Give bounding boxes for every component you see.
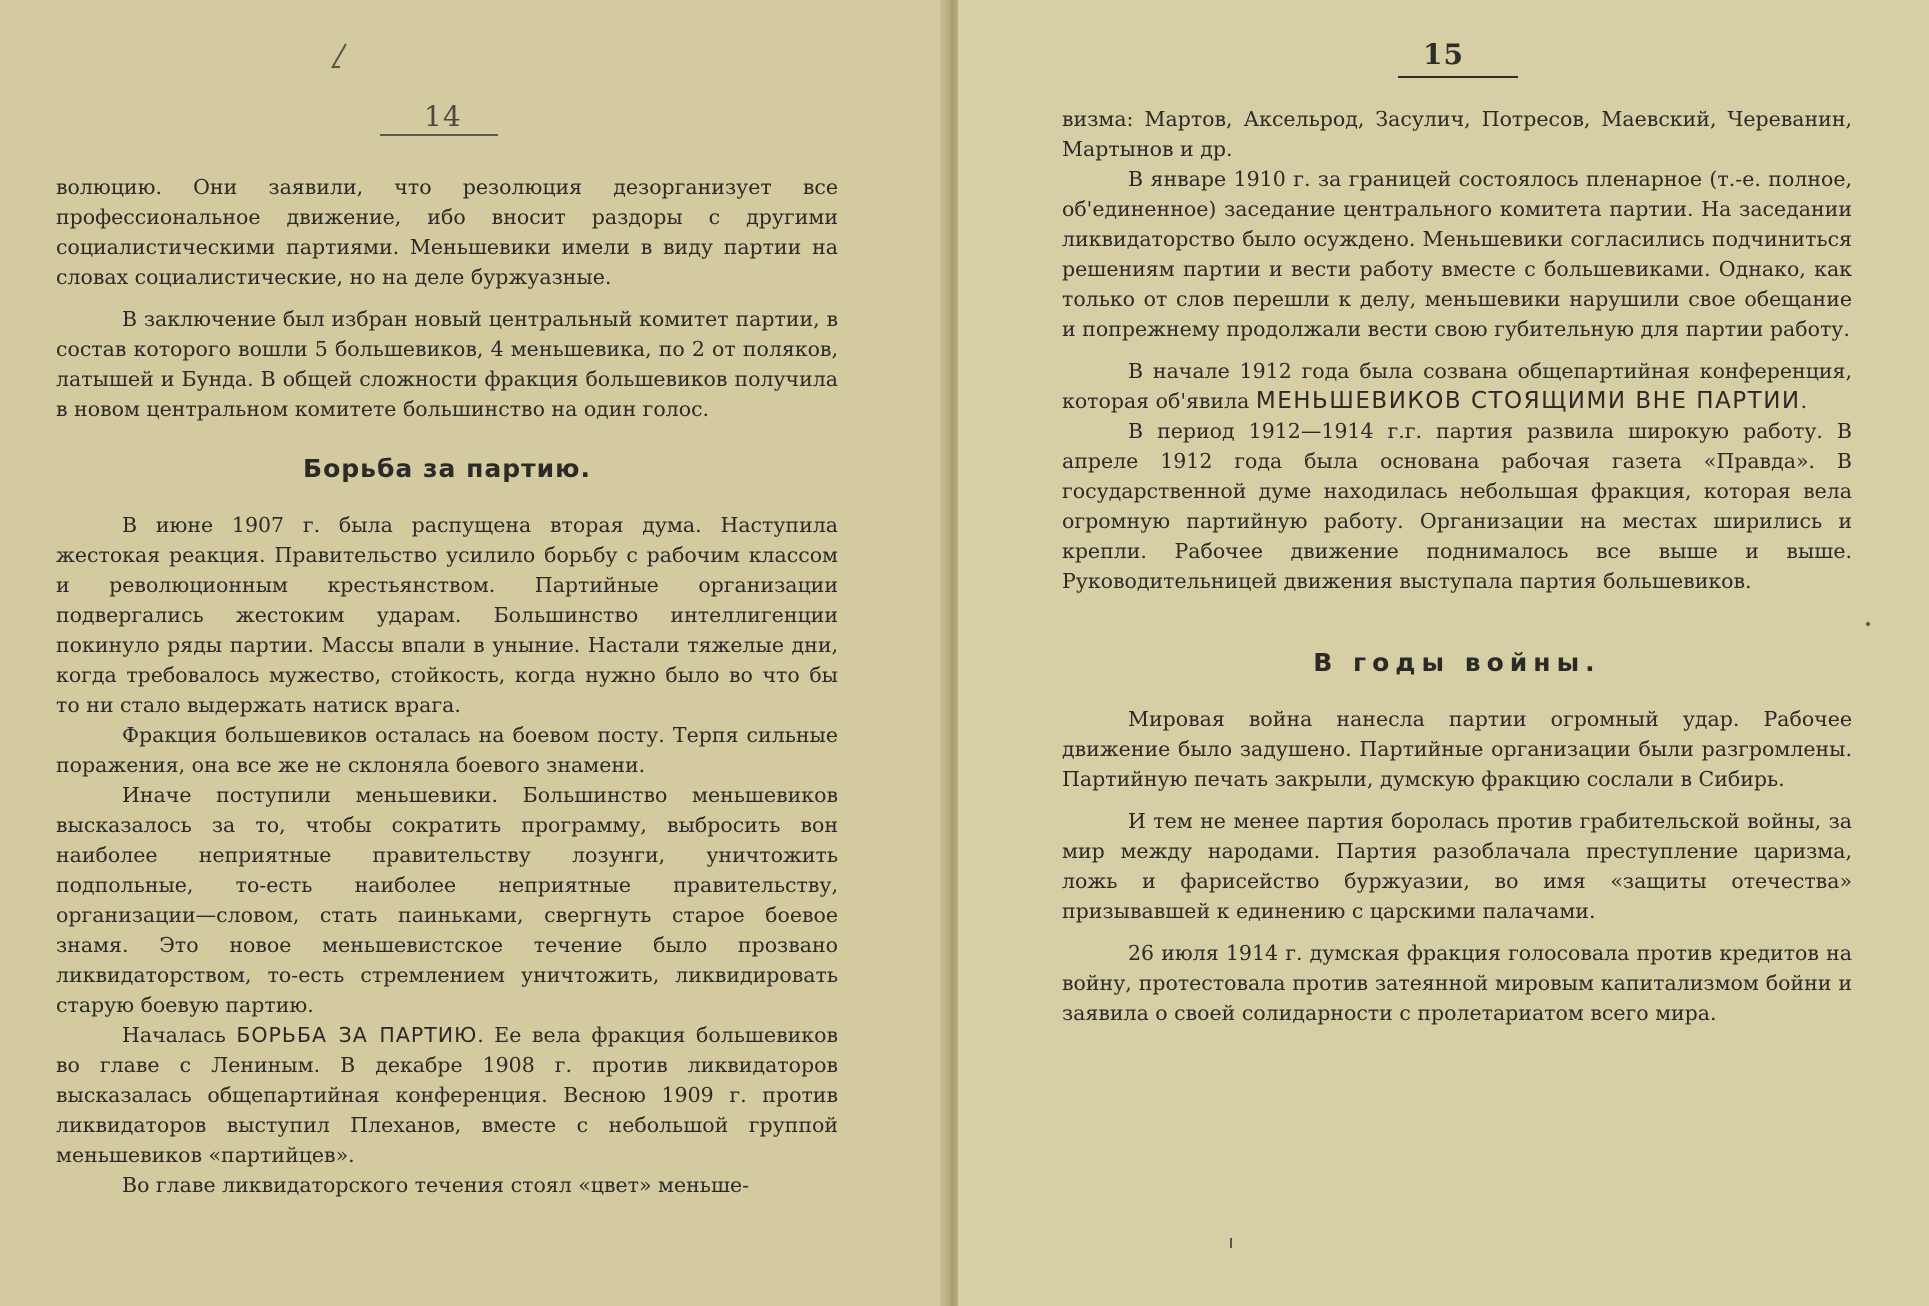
paragraph: Иначе поступили меньшевики. Большинство меньшевиков высказалось за то, чтобы сократить программу, выбросить вон наиболее неприятные правительству лозунги, уничтожить подпольные, то-есть наиболее неприятные правительству, организации—словом, стать паиньками, свергнуть старое боевое знамя. Это новое меньшевистское течение было прозвано ликвидаторством, то-есть стремлением уничтожить, ликвидировать старую боевую партию. (56, 783, 838, 1017)
paragraph: визма: Мартов, Аксельрод, Засулич, Потресов, Маевский, Череванин, Мартынов и др. (1062, 107, 1852, 161)
section-heading: В годы войны. (1313, 648, 1601, 677)
right-page (958, 0, 1929, 1306)
emphasis-caps: БОРЬБА ЗА ПАРТИЮ (236, 1023, 478, 1047)
ink-speck (1230, 1238, 1232, 1248)
paragraph (1062, 356, 1852, 416)
ink-speck (1866, 622, 1870, 626)
paragraph: В июне 1907 г. была распущена вторая дума. Наступила жестокая реакция. Правительство усилило борьбу с рабочим классом и революционным крестьянством. Партийные организации подвергались жестоким ударам. Большинство интеллигенции покинуло ряды партии. Массы впали в уныние. Настали тяжелые дни, когда требовалось мужество, стойкость, когда нужно было во что бы то ни стало выдержать натиск врага. (56, 513, 838, 717)
paragraph: Фракция большевиков осталась на боевом посту. Терпя сильные поражения, она все же не склоняла боевого знамени. (56, 723, 838, 777)
page-number-rule-left (380, 134, 498, 136)
paragraph-text: . (1800, 389, 1808, 413)
section-heading: Борьба за партию. (303, 454, 591, 483)
emphasis-caps: МЕНЬШЕВИКОВ СТОЯЩИМИ ВНЕ ПАРТИИ (1255, 388, 1801, 414)
paragraph-text: . Ее вела фракция большевиков во главе с Лениным. В декабре 1908 г. против ликвидаторов высказалась общепартийная конференция. Весною 1909 г. против ликвидаторов выступил Плеханов, вместе с небольшой группой меньшевиков «партийцев». (56, 1023, 839, 1167)
paragraph: Во главе ликвидаторского течения стоял «цвет» меньше- (122, 1173, 750, 1197)
paragraph: В заключение был избран новый центральный комитет партии, в состав которого вошли 5 большевиков, 4 меньшевика, по 2 от поляков, латышей и Бунда. В общей сложности фракция большевиков получила в новом центральном комитете большинство на один голос. (56, 307, 838, 421)
left-page-text (56, 172, 838, 1200)
paragraph: В период 1912—1914 г.г. партия развила широкую работу. В апреле 1912 года была основана рабочая газета «Правда». В государственной думе находилась небольшая фракция, которая вела огромную партийную работу. Организации на местах ширились и крепли. Рабочее движение поднималось все выше и выше. Руководительницей движения выступала партия большевиков. (1062, 419, 1852, 593)
page-number-left: 14 (424, 100, 462, 133)
right-page-text (1062, 104, 1852, 1028)
ink-speck (332, 66, 340, 68)
page-number-rule-right (1398, 76, 1518, 78)
paragraph: 26 июля 1914 г. думская фракция голосовала против кредитов на войну, протестовала против затеянной мировым капитализмом бойни и заявила о своей солидарности с пролетариатом всего мира. (1062, 941, 1852, 1025)
paragraph-text: Началась (122, 1023, 237, 1047)
paragraph-text: В начале 1912 года была созвана общепартийная конференция, которая об'явила (1062, 359, 1852, 413)
paragraph: И тем не менее партия боролась против грабительской войны, за мир между народами. Партия разоблачала преступление царизма, ложь и фарисейство буржуазии, во имя «защиты отечества» призывавшей к единению с царскими палачами. (1062, 809, 1852, 923)
paragraph: Мировая война нанесла партии огромный удар. Рабочее движение было задушено. Партийные организации были разгромлены. Партийную печать закрыли, думскую фракцию сослали в Сибирь. (1062, 707, 1852, 791)
left-page (0, 0, 948, 1306)
page-number-right: 15 (1423, 38, 1464, 71)
paragraph: волюцию. Они заявили, что резолюция дезорганизует все профессиональное движение, ибо вносит раздоры с другими социалистическими партиями. Меньшевики имели в виду партии на словах социалистические, но на деле буржуазные. (56, 175, 838, 289)
paragraph: В январе 1910 г. за границей состоялось пленарное (т.-е. полное, об'единенное) заседание центрального комитета партии. На заседании ликвидаторство было осуждено. Меньшевики согласились подчиниться решениям партии и вести работу вместе с большевиками. Однако, как только от слов перешли к делу, меньшевики нарушили свое обещание и попрежнему продолжали вести свою губительную для партии работу. (1062, 167, 1852, 341)
paragraph (56, 1020, 838, 1170)
